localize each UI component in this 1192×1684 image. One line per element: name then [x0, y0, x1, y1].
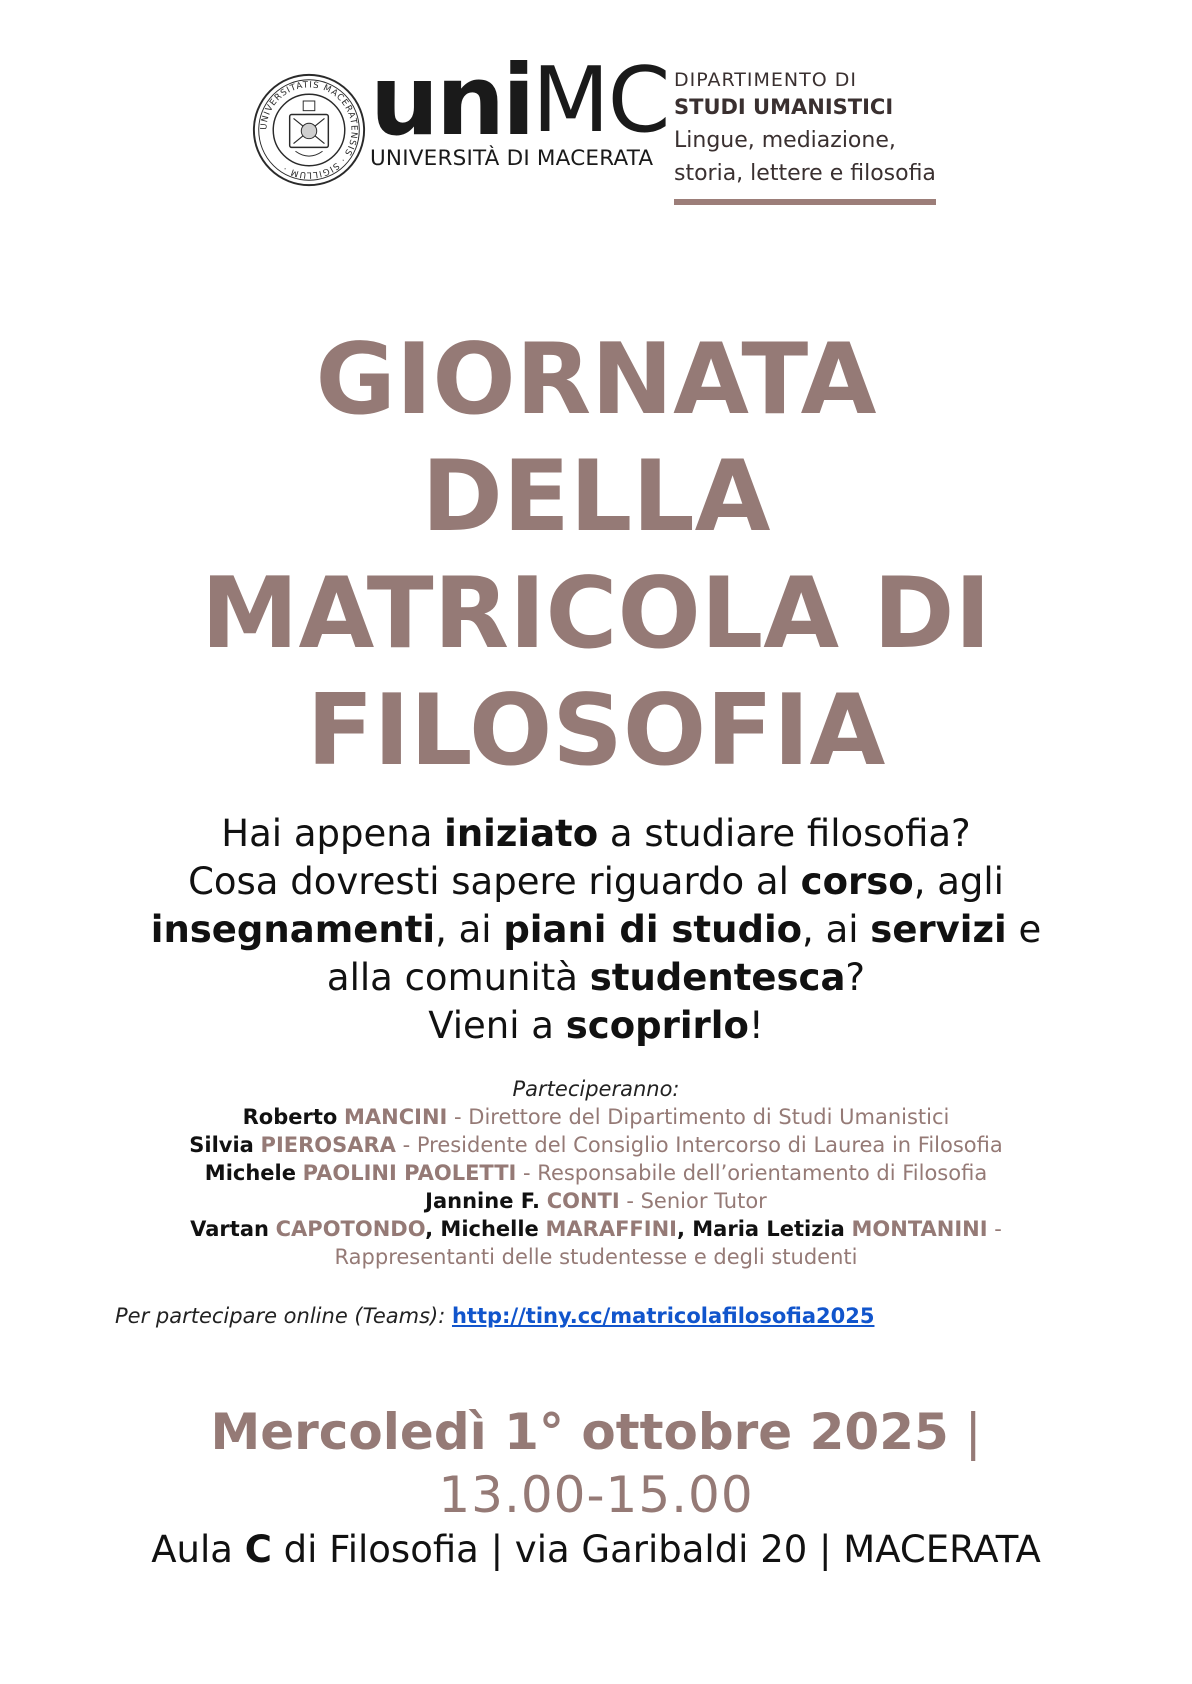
participant-first-name: Michelle — [440, 1217, 539, 1241]
intro-text-span: alla comunità — [326, 956, 590, 999]
intro-text-span: , agli — [913, 860, 1004, 903]
event-date: Mercoledì 1° ottobre 2025 — [210, 1403, 949, 1461]
page-title — [0, 322, 1192, 790]
intro-bold-studentesca: studentesca — [589, 956, 846, 999]
logo-mc: MC — [532, 48, 669, 153]
intro-text-span: ! — [748, 1004, 764, 1047]
department-line-1: DIPARTIMENTO DI — [674, 69, 857, 91]
intro-line-1 — [0, 810, 1192, 858]
participant-row — [0, 1159, 1192, 1187]
svg-text:UNIVERSITATIS MACERATENSIS · S: UNIVERSITATIS MACERATENSIS · SIGILLUM · — [259, 80, 359, 180]
online-info — [115, 1304, 874, 1328]
participant-last-name: MARAFFINI — [545, 1217, 677, 1241]
intro-text-span: , ai — [435, 908, 504, 951]
participant-last-name: PIEROSARA — [260, 1133, 396, 1157]
intro-bold-corso: corso — [800, 860, 914, 903]
title-line-4: FILOSOFIA — [306, 674, 886, 788]
participant-separator: , — [425, 1217, 441, 1241]
logo-subtitle: UNIVERSITÀ DI MACERATA — [370, 146, 654, 171]
logo-uni: uni — [370, 44, 533, 157]
intro-bold-servizi: servizi — [870, 908, 1007, 951]
event-date-line — [0, 1402, 1192, 1462]
venue-room: C — [244, 1528, 272, 1571]
intro-bold-piani: piani di studio — [503, 908, 803, 951]
event-time: 13.00-15.00 — [438, 1466, 754, 1524]
participant-first-name: Roberto — [242, 1105, 338, 1129]
venue-text: di Filosofia | via Garibaldi 20 | MACERATA — [271, 1528, 1041, 1571]
title-line-3: MATRICOLA DI — [201, 557, 991, 671]
title-line-1: GIORNATA — [315, 323, 877, 437]
title-line-2: DELLA — [421, 440, 771, 554]
online-label: Per partecipare online (Teams): — [115, 1304, 452, 1328]
intro-text — [0, 810, 1192, 1050]
participant-row — [0, 1103, 1192, 1131]
participant-row — [0, 1131, 1192, 1159]
participant-role: - Senior Tutor — [619, 1189, 767, 1213]
venue-text: Aula — [151, 1528, 245, 1571]
participant-last-name: PAOLINI PAOLETTI — [302, 1161, 517, 1185]
intro-text-span: Cosa dovresti sapere riguardo al — [188, 860, 801, 903]
participant-row — [0, 1215, 1192, 1243]
participant-role: Rappresentanti delle studentesse e degli studenti — [334, 1245, 858, 1269]
university-seal-icon — [251, 72, 367, 188]
participant-role: - Presidente del Consiglio Intercorso di Laurea in Filosofia — [395, 1133, 1003, 1157]
department-line-4: storia, lettere e filosofia — [674, 161, 936, 186]
participant-first-name: Jannine F. — [425, 1189, 540, 1213]
intro-text-span: Vieni a — [428, 1004, 566, 1047]
intro-bold-scoprirlo: scoprirlo — [565, 1004, 749, 1047]
participant-dash: - — [987, 1217, 1002, 1241]
participant-role: - Direttore del Dipartimento di Studi Umanistici — [447, 1105, 950, 1129]
participants-heading: Parteciperanno: — [512, 1077, 680, 1101]
intro-text-span: Hai appena — [221, 812, 445, 855]
intro-text-span: a studiare filosofia? — [598, 812, 971, 855]
participant-last-name: MONTANINI — [851, 1217, 988, 1241]
intro-text-span: , ai — [802, 908, 871, 951]
participant-first-name: Maria Letizia — [692, 1217, 845, 1241]
department-underline — [674, 199, 936, 205]
intro-text-span: e — [1006, 908, 1042, 951]
participant-first-name: Vartan — [190, 1217, 269, 1241]
department-line-2: STUDI UMANISTICI — [674, 95, 894, 119]
participants-list — [0, 1075, 1192, 1271]
intro-line-3 — [0, 906, 1192, 954]
event-venue — [0, 1525, 1192, 1575]
department-block — [674, 70, 944, 190]
intro-bold-insegnamenti: insegnamenti — [150, 908, 436, 951]
teams-link[interactable]: http://tiny.cc/matricolafilosofia2025 — [451, 1304, 875, 1328]
participant-last-name: MANCINI — [344, 1105, 448, 1129]
intro-text-span: ? — [845, 956, 866, 999]
participant-separator: , — [676, 1217, 693, 1241]
participant-role: - Responsabile dell’orientamento di Filosofia — [516, 1161, 988, 1185]
intro-line-5 — [0, 1002, 1192, 1050]
intro-line-4 — [0, 954, 1192, 1002]
participant-last-name: CAPOTONDO — [275, 1217, 426, 1241]
participant-first-name: Michele — [204, 1161, 296, 1185]
participant-last-name: CONTI — [546, 1189, 620, 1213]
participant-first-name: Silvia — [189, 1133, 254, 1157]
event-date-separator: | — [948, 1403, 982, 1461]
department-line-3: Lingue, mediazione, — [674, 128, 896, 153]
participant-row — [0, 1187, 1192, 1215]
intro-bold-iniziato: iniziato — [444, 812, 599, 855]
intro-line-2 — [0, 858, 1192, 906]
